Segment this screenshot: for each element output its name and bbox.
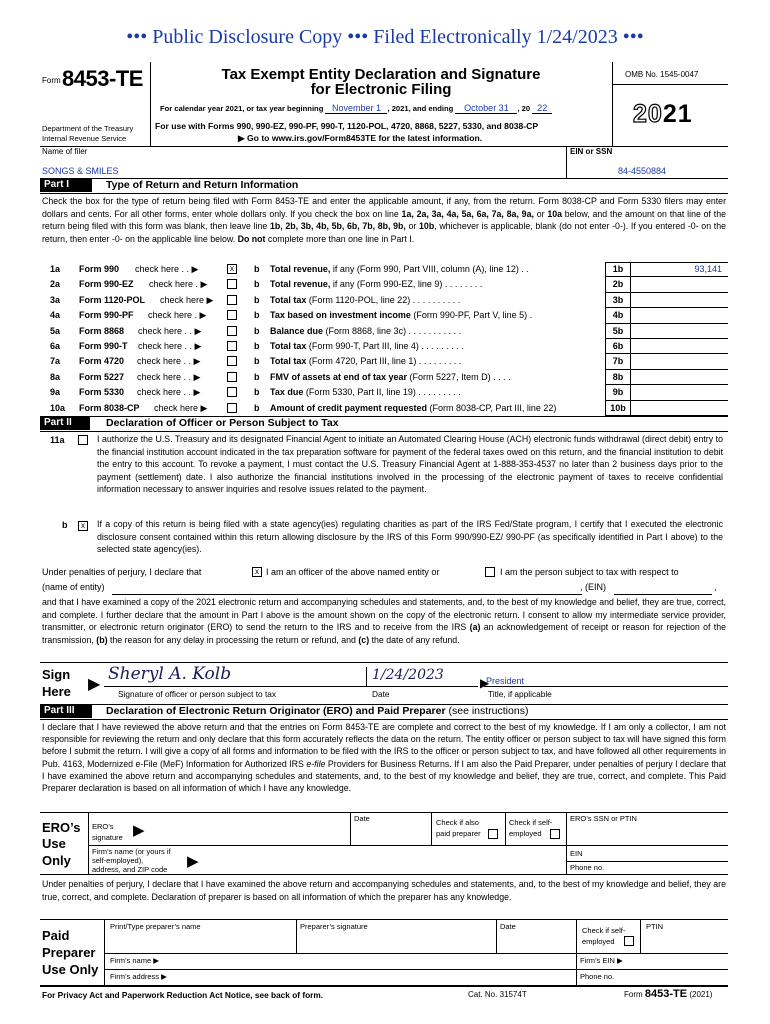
line-11b-number: b <box>62 520 68 530</box>
ero-label-2: Use <box>42 836 66 851</box>
line-b-letter: b <box>254 371 260 382</box>
form-number: 8453-TE <box>62 66 143 91</box>
line-11b-checkbox[interactable]: x <box>78 521 88 531</box>
footer-form-id: Form 8453-TE (2021) <box>624 988 713 1000</box>
form-name: Form 5227 <box>79 371 125 382</box>
form-name: Form 990-EZ <box>79 279 134 290</box>
title-field[interactable]: President <box>486 676 525 686</box>
line-number: 10a <box>50 402 66 413</box>
check-here-label: check here ▶ <box>160 294 214 305</box>
line-number: 2a <box>50 279 61 290</box>
part1-badge: Part I <box>40 178 92 192</box>
print-preparer-name-label: Print/Type preparer’s name <box>110 922 201 931</box>
preparer-check-self-label: Check if self- <box>582 926 626 935</box>
tax-year-end-field[interactable]: October 31 <box>455 103 517 114</box>
public-disclosure-banner: ••• Public Disclosure Copy ••• Filed Electronically 1/24/2023 ••• <box>126 26 644 48</box>
name-of-entity-label: (name of entity) <box>42 582 105 592</box>
return-type-checkbox[interactable] <box>227 387 237 397</box>
line-b-description: Tax due (Form 5330, Part II, line 19) . . . . . . . . . <box>270 387 461 398</box>
form-name: Form 990-PF <box>79 310 134 321</box>
firm-arrow-icon: ▶ <box>187 853 199 870</box>
line-number: 6a <box>50 341 61 351</box>
dept-line2: Internal Revenue Service <box>42 134 127 143</box>
tax-year-end-year-field[interactable]: 22 <box>532 103 552 114</box>
preparer-date-label: Date <box>500 922 516 931</box>
ero-ssn-ptin-label: ERO’s SSN or PTIN <box>570 814 637 823</box>
sign-arrow-icon: ▶ <box>88 676 101 693</box>
part1-line-row <box>0 277 770 292</box>
name-of-filer-label: Name of filer <box>42 147 88 156</box>
person-subject-checkbox[interactable] <box>485 567 495 577</box>
line-box-number: 4b <box>612 310 624 321</box>
officer-signature[interactable]: Sheryl A. Kolb <box>108 664 232 684</box>
ero-paid-preparer-checkbox[interactable] <box>488 829 498 839</box>
return-type-checkbox[interactable] <box>227 372 237 382</box>
sign-label: Sign <box>42 667 71 682</box>
part1-line-row <box>0 262 770 277</box>
line-box-number: 9b <box>612 387 624 398</box>
line-b-letter: b <box>254 325 260 336</box>
line-box-number: 10b <box>610 402 626 413</box>
perjury-intro: Under penalties of perjury, I declare that <box>42 567 202 577</box>
filer-name-field[interactable]: SONGS & SMILES <box>42 166 119 176</box>
line-b-description: Total tax (Form 4720, Part III, line 1) . . . . . . . . . <box>270 356 462 367</box>
check-here-label: check here . . ▶ <box>138 341 202 351</box>
form-name: Form 8038-CP <box>79 402 140 413</box>
line-11a-number: 11a <box>50 435 65 445</box>
line-number: 4a <box>50 310 61 321</box>
line-b-description: Total revenue, if any (Form 990, Part VIII, column (A), line 12) . . <box>270 264 529 274</box>
line-number: 5a <box>50 325 61 336</box>
omb-number: OMB No. 1545-0047 <box>625 70 699 79</box>
cal-year-text-a: For calendar year 2021, or tax year beginning <box>160 104 324 113</box>
line-box-number: 8b <box>612 371 624 382</box>
line-b-letter: b <box>254 402 260 413</box>
paid-label-2: Preparer <box>42 945 96 960</box>
part3-title-suffix: (see instructions) <box>445 705 529 717</box>
check-here-label: check here ▶ <box>154 402 208 413</box>
ero-sig-label-2: signature <box>92 833 123 842</box>
cal-year-text-c: , 20 <box>517 104 531 113</box>
privacy-notice: For Privacy Act and Paperwork Reduction Act Notice, see back of form. <box>42 990 324 1000</box>
line-b-letter: b <box>254 387 260 398</box>
line-11a-checkbox[interactable] <box>78 435 88 445</box>
line-box-number: 5b <box>612 325 624 336</box>
return-type-checkbox[interactable] <box>227 326 237 336</box>
ero-label-3: Only <box>42 853 71 868</box>
part1-title: Type of Return and Return Information <box>106 179 299 191</box>
check-if-also-label: Check if also <box>436 818 479 827</box>
line-box-number: 1b <box>612 264 624 274</box>
entity-name-line[interactable] <box>112 594 582 595</box>
goto-irs-link[interactable]: ▶ Go to www.irs.gov/Form8453TE for the latest information. <box>238 133 483 143</box>
tax-year-begin-field[interactable]: November 1 <box>325 103 387 114</box>
officer-checkbox[interactable]: x <box>252 567 262 577</box>
return-type-checkbox[interactable] <box>227 403 237 413</box>
line-b-letter: b <box>254 310 260 321</box>
return-type-checkbox[interactable] <box>227 295 237 305</box>
line-box-number: 6b <box>612 341 624 351</box>
ero-sig-label-1: ERO’s <box>92 822 114 831</box>
ein-paren-label: , (EIN) <box>580 582 606 592</box>
return-type-checkbox[interactable] <box>227 279 237 289</box>
title-label: Title, if applicable <box>488 689 552 699</box>
here-label: Here <box>42 684 71 699</box>
check-here-label: check here . . ▶ <box>137 371 201 382</box>
part1-line-row <box>0 401 770 416</box>
line-b-description: Amount of credit payment requested (Form 8038-CP, Part III, line 22) <box>270 402 557 413</box>
officer-label: I am an officer of the above named entity or <box>266 567 440 577</box>
form-name: Form 1120-POL <box>79 294 146 305</box>
line-box-number: 3b <box>612 294 624 305</box>
preparer-ptin-label: PTIN <box>646 922 664 931</box>
part1-line-row <box>0 370 770 385</box>
part1-line-row <box>0 339 770 354</box>
line-number: 3a <box>50 294 61 305</box>
paid-label-3: Use Only <box>42 962 99 977</box>
line-number: 1a <box>50 264 61 274</box>
part1-line-row <box>0 354 770 369</box>
line-b-description: Total tax (Form 1120-POL, line 22) . . . . . . . . . . <box>270 294 461 305</box>
person-subject-label: I am the person subject to tax with respect to <box>500 567 679 577</box>
tax-year-solid: 21 <box>662 100 693 128</box>
part1-line-row <box>0 324 770 339</box>
check-here-label: check here . . ▶ <box>138 325 202 336</box>
check-here-label: check here . . ▶ <box>135 264 199 274</box>
paid-label-1: Paid <box>42 928 70 943</box>
line-b-description: Total tax (Form 990-T, Part III, line 4) . . . . . . . . . <box>270 341 464 351</box>
entity-ein-line[interactable] <box>614 594 712 595</box>
form-title-line1: Tax Exempt Entity Declaration and Signature <box>221 66 541 83</box>
part1-instructions: Check the box for the type of return being filed with Form 8453-TE and enter the applicable amount, if any, from the return. Form 8038-CP and Form 5330 filers may enter dollars and cents. For all other forms, enter whole dollars only. If you check the box on line 1a, 2a, 3a, 4a, 5a, 6a, 7a, 8a, 9a, or 10a below, and the amount on that line of the return being filed with this form was blank, then leave line 1b, 2b, 3b, 4b, 5b, 6b, 7b, 8b, 9b, or 10b, whichever is applicable, blank (do not enter -0-). If you entered -0- on the return, then enter -0- on the applicable line below. Do not complete more than one line in Part I. <box>42 196 726 244</box>
line-amount-field[interactable]: 93,141 <box>694 264 722 274</box>
ein-ssn-label: EIN or SSN <box>570 147 613 156</box>
cal-year-text-b: , 2021, and ending <box>387 104 454 113</box>
part2-badge: Part II <box>40 416 90 430</box>
line-b-letter: b <box>254 294 260 305</box>
line-b-letter: b <box>254 279 260 290</box>
part3-declaration: I declare that I have reviewed the above return and that the entries on Form 8453-TE are complete and correct to the best of my knowledge. If I am only a collector, I am not responsible for reviewing the return and only declare that this form accurately reflects the data on the return. The entity officer or person subject to tax will have signed this form before I submit the return. I will give a copy of all forms and information to be filed with the IRS to the officer or person subject to tax, and have followed all other requirements in Pub. 4163, Modernized e-File (MeF) Information for Authorized IRS e-file Providers for Business Returns. If I am also the Paid Preparer, under penalties of perjury I declare that I have examined the above return and accompanying schedules and statements, and, to the best of my knowledge and belief, they are true, correct, and complete. This Paid Preparer declaration is based on all information of which I have any knowledge. <box>42 722 726 794</box>
line-b-description: Balance due (Form 8868, line 3c) . . . . . . . . . . . <box>270 325 462 336</box>
ero-date-label: Date <box>354 814 370 823</box>
line-number: 7a <box>50 356 61 367</box>
ero-self-employed-checkbox[interactable] <box>550 829 560 839</box>
firms-address-label: Firm’s address ▶ <box>110 972 167 981</box>
form-title-line2: for Electronic Filing <box>310 81 452 98</box>
paid-preparer-label: paid preparer <box>436 829 481 838</box>
firm-name-label: Firm’s name (or yours if self-employed), address, and ZIP code <box>92 847 171 874</box>
part3-title: Declaration of Electronic Return Originator (ERO) and Paid Preparer <box>106 705 446 717</box>
filer-ein-field[interactable]: 84-4550884 <box>618 166 667 176</box>
title-arrow-icon: ▶ <box>480 676 490 690</box>
line-box-number: 7b <box>612 356 624 367</box>
use-with-text: For use with Forms 990, 990-EZ, 990-PF, 990-T, 1120-POL, 4720, 8868, 5227, 5330, and 8038-CP <box>155 121 539 131</box>
line-number: 9a <box>50 387 61 398</box>
check-here-label: check here . ▶ <box>148 310 207 321</box>
preparer-employed-label: employed <box>582 937 615 946</box>
part2-title: Declaration of Officer or Person Subject to Tax <box>106 417 339 429</box>
signature-label: Signature of officer or person subject to tax <box>118 689 277 699</box>
line-b-description: Tax based on investment income (Form 990-PF, Part V, line 5) . <box>270 310 533 321</box>
part1-line-row <box>0 385 770 400</box>
firms-ein-label: Firm’s EIN ▶ <box>580 956 623 965</box>
cat-number: Cat. No. 31574T <box>468 990 527 999</box>
dept-line1: Department of the Treasury <box>42 124 134 133</box>
preparer-self-employed-checkbox[interactable] <box>624 936 634 946</box>
ero-label-1: ERO’s <box>42 820 81 835</box>
check-here-label: check here . ▶ <box>149 279 208 290</box>
line-b-description: Total revenue, if any (Form 990-EZ, line 9) . . . . . . . . <box>270 279 483 290</box>
line-b-letter: b <box>254 264 260 274</box>
form-name: Form 4720 <box>79 356 125 367</box>
line-b-description: FMV of assets at end of tax year (Form 5227, Item D) . . . . <box>270 371 511 382</box>
signature-date-field[interactable]: 1/24/2023 <box>372 667 444 683</box>
tax-year-outline: 20 <box>633 100 663 128</box>
check-if-self-label: Check if self- <box>509 818 553 827</box>
form-label: Form <box>42 76 61 85</box>
ero-sig-arrow-icon: ▶ <box>133 822 145 839</box>
form-name: Form 990 <box>79 264 120 274</box>
preparer-signature-label: Preparer’s signature <box>300 922 368 931</box>
check-here-label: check here . . ▶ <box>137 387 201 398</box>
part1-line-row <box>0 308 770 323</box>
line-11a-text: I authorize the U.S. Treasury and its designated Financial Agent to initiate an Automated Clearing House (ACH) electronic funds withdrawal (direct debit) entry to the financial institution account indicated in the tax preparation software for payment of the federal taxes owed on this return, and the financial institution to debit the entry to this account. To revoke a payment, I must contact the U.S. Treasury Financial Agent at 1-888-353-4537 no later than 2 business days prior to the payment (settlement) date. I also authorize the financial institutions involved in the processing of the electronic payment of taxes to receive confidential information necessary to answer inquiries and resolve issues related to the payment. <box>97 434 723 495</box>
return-type-checkbox[interactable] <box>227 310 237 320</box>
line-number: 8a <box>50 371 61 382</box>
form-name: Form 8868 <box>79 325 125 336</box>
return-type-checkbox[interactable] <box>227 356 237 366</box>
line-b-letter: b <box>254 341 260 351</box>
line-b-letter: b <box>254 356 260 367</box>
form-name: Form 990-T <box>79 341 128 351</box>
sig-date-label: Date <box>372 689 390 699</box>
preparer-phone-label: Phone no. <box>580 972 615 981</box>
preparer-perjury-text: Under penalties of perjury, I declare that I have examined the above return and accompanying schedules and statements, and, to the best of my knowledge and belief, they are true, correct, and complete. Declaration of preparer is based on all information of which the preparer has any knowledge. <box>42 879 726 902</box>
return-type-checkbox[interactable]: x <box>227 264 237 274</box>
return-type-checkbox[interactable] <box>227 341 237 351</box>
form-name: Form 5330 <box>79 387 125 398</box>
part1-line-row <box>0 293 770 308</box>
ero-phone-label: Phone no. <box>570 863 605 872</box>
ero-ein-label: EIN <box>570 849 583 858</box>
firms-name-label: Firm’s name ▶ <box>110 956 159 965</box>
check-here-label: check here . . ▶ <box>137 356 201 367</box>
employed-label: employed <box>509 829 542 838</box>
line-box-number: 2b <box>612 279 624 290</box>
line-11b-text: If a copy of this return is being filed with a state agency(ies) regulating charities as part of the IRS Fed/State program, I certify that I executed the electronic disclosure consent contained within this return allowing disclosure by the IRS of this Form 990/990-EZ/ 990-PF (as specifically identified in Part I above) to the selected state agency(ies). <box>97 519 723 555</box>
part3-badge: Part III <box>40 704 92 718</box>
perjury-body: and that I have examined a copy of the 2021 electronic return and accompanying schedules and statements, and, to the best of my knowledge and belief, they are true, correct, and complete. I further declare that the amount in Part I above is the amount shown on the copy of the electronic return. I consent to allow my intermediate service provider, transmitter, or electronic return originator (ERO) to send the return to the IRS and to receive from the IRS (a) an acknowledgement of receipt or reason for rejection of the transmission, (b) the reason for any delay in processing the return or refund, and (c) the date of any refund. <box>42 597 726 645</box>
